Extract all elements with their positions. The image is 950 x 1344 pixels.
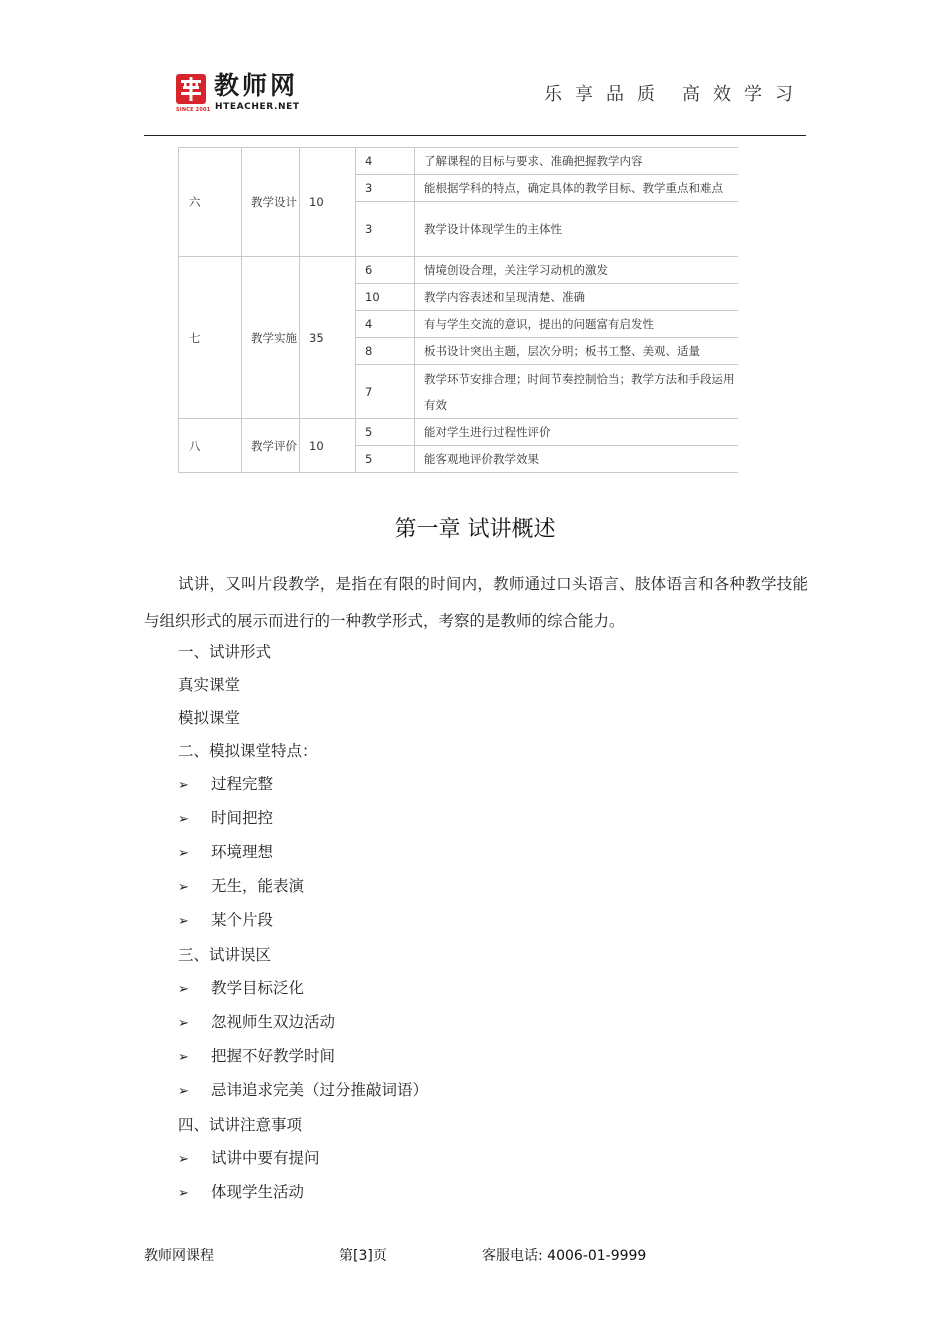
slogan-left: 乐享品质 <box>544 84 668 105</box>
row-description: 能对学生进行过程性评价 <box>415 419 739 446</box>
chapter-title: 第一章 试讲概述 <box>394 517 556 542</box>
group-total: 35 <box>300 257 356 419</box>
arrow-bullet-icon: ➢ <box>178 778 189 793</box>
row-description: 能根据学科的特点，确定具体的教学目标、教学重点和难点 <box>415 175 739 202</box>
arrow-bullet-icon: ➢ <box>178 1186 189 1201</box>
bullet-item <box>178 1180 304 1202</box>
arrow-bullet-icon: ➢ <box>178 1016 189 1031</box>
header-rule <box>144 135 806 136</box>
bullet-text: 忽视师生双边活动 <box>211 1013 336 1031</box>
list-item: 真实课堂 <box>178 676 241 694</box>
bullet-text: 环境理想 <box>211 843 274 861</box>
arrow-bullet-icon: ➢ <box>178 1050 189 1065</box>
logo-url: HTEACHER.NET <box>215 102 300 112</box>
bullet-item <box>178 874 304 896</box>
bullet-text: 教学目标泛化 <box>211 979 305 997</box>
section-heading: 三、试讲误区 <box>178 946 272 964</box>
bullet-text: 试讲中要有提问 <box>211 1149 320 1167</box>
logo-since: SINCE 2001 <box>176 107 211 113</box>
row-description: 情境创设合理，关注学习动机的激发 <box>415 257 739 284</box>
bullet-item <box>178 976 304 998</box>
row-score: 4 <box>356 148 415 175</box>
group-item: 教学评价 <box>242 419 300 473</box>
arrow-bullet-icon: ➢ <box>178 812 189 827</box>
bullet-item <box>178 772 273 794</box>
list-item: 模拟课堂 <box>178 709 241 727</box>
bullet-item <box>178 1146 320 1168</box>
row-score: 3 <box>356 175 415 202</box>
bullet-item <box>178 908 273 930</box>
row-score: 7 <box>356 365 415 419</box>
logo-mark-icon <box>176 74 206 104</box>
row-description: 能客观地评价教学效果 <box>415 446 739 473</box>
footer-course: 教师网课程 <box>144 1248 214 1264</box>
group-item: 教学实施 <box>242 257 300 419</box>
bullet-item <box>178 1010 335 1032</box>
bullet-text: 过程完整 <box>211 775 274 793</box>
bullet-text: 忌讳追求完美（过分推敲词语） <box>211 1081 429 1099</box>
row-description: 板书设计突出主题，层次分明；板书工整、美观、适量 <box>415 338 739 365</box>
footer-page-number: 第[3]页 <box>339 1248 387 1264</box>
row-score: 5 <box>356 419 415 446</box>
arrow-bullet-icon: ➢ <box>178 914 189 929</box>
intro-paragraph: 试讲，又叫片段教学，是指在有限的时间内，教师通过口头语言、肢体语言和各种教学技能与组织形式的展示而进行的一种教学形式，考察的是教师的综合能力。 <box>144 575 808 630</box>
arrow-bullet-icon: ➢ <box>178 982 189 997</box>
logo-name: 教师网 <box>214 71 299 100</box>
bullet-item <box>178 1078 428 1100</box>
footer-phone: 客服电话: 4006-01-9999 <box>482 1248 647 1264</box>
row-score: 8 <box>356 338 415 365</box>
group-total: 10 <box>300 148 356 257</box>
arrow-bullet-icon: ➢ <box>178 846 189 861</box>
section-heading: 二、模拟课堂特点： <box>178 742 318 760</box>
group-number: 八 <box>179 419 242 473</box>
row-score: 3 <box>356 202 415 257</box>
group-total: 10 <box>300 419 356 473</box>
row-score: 4 <box>356 311 415 338</box>
bullet-text: 某个片段 <box>211 911 274 929</box>
arrow-bullet-icon: ➢ <box>178 1084 189 1099</box>
group-number: 七 <box>179 257 242 419</box>
arrow-bullet-icon: ➢ <box>178 880 189 895</box>
row-description: 教学设计体现学生的主体性 <box>415 202 739 257</box>
group-number: 六 <box>179 148 242 257</box>
section-heading: 一、试讲形式 <box>178 643 272 661</box>
bullet-item <box>178 1044 335 1066</box>
bullet-text: 时间把控 <box>211 809 274 827</box>
arrow-bullet-icon: ➢ <box>178 1152 189 1167</box>
row-score: 10 <box>356 284 415 311</box>
row-description: 教学内容表述和呈现清楚、准确 <box>415 284 739 311</box>
row-score: 5 <box>356 446 415 473</box>
bullet-text: 把握不好教学时间 <box>211 1047 336 1065</box>
bullet-text: 无生，能表演 <box>211 877 305 895</box>
slogan-right: 高效学习 <box>682 84 806 105</box>
logo <box>176 74 206 104</box>
bullet-text: 体现学生活动 <box>211 1183 305 1201</box>
row-description: 了解课程的目标与要求、准确把握教学内容 <box>415 148 739 175</box>
group-item: 教学设计 <box>242 148 300 257</box>
section-heading: 四、试讲注意事项 <box>178 1116 303 1134</box>
row-description: 有与学生交流的意识，提出的问题富有启发性 <box>415 311 739 338</box>
bullet-item <box>178 806 273 828</box>
row-score: 6 <box>356 257 415 284</box>
bullet-item <box>178 840 273 862</box>
slogan <box>544 80 806 106</box>
scoring-table <box>178 147 738 473</box>
row-description: 教学环节安排合理；时间节奏控制恰当；教学方法和手段运用有效 <box>415 365 739 419</box>
